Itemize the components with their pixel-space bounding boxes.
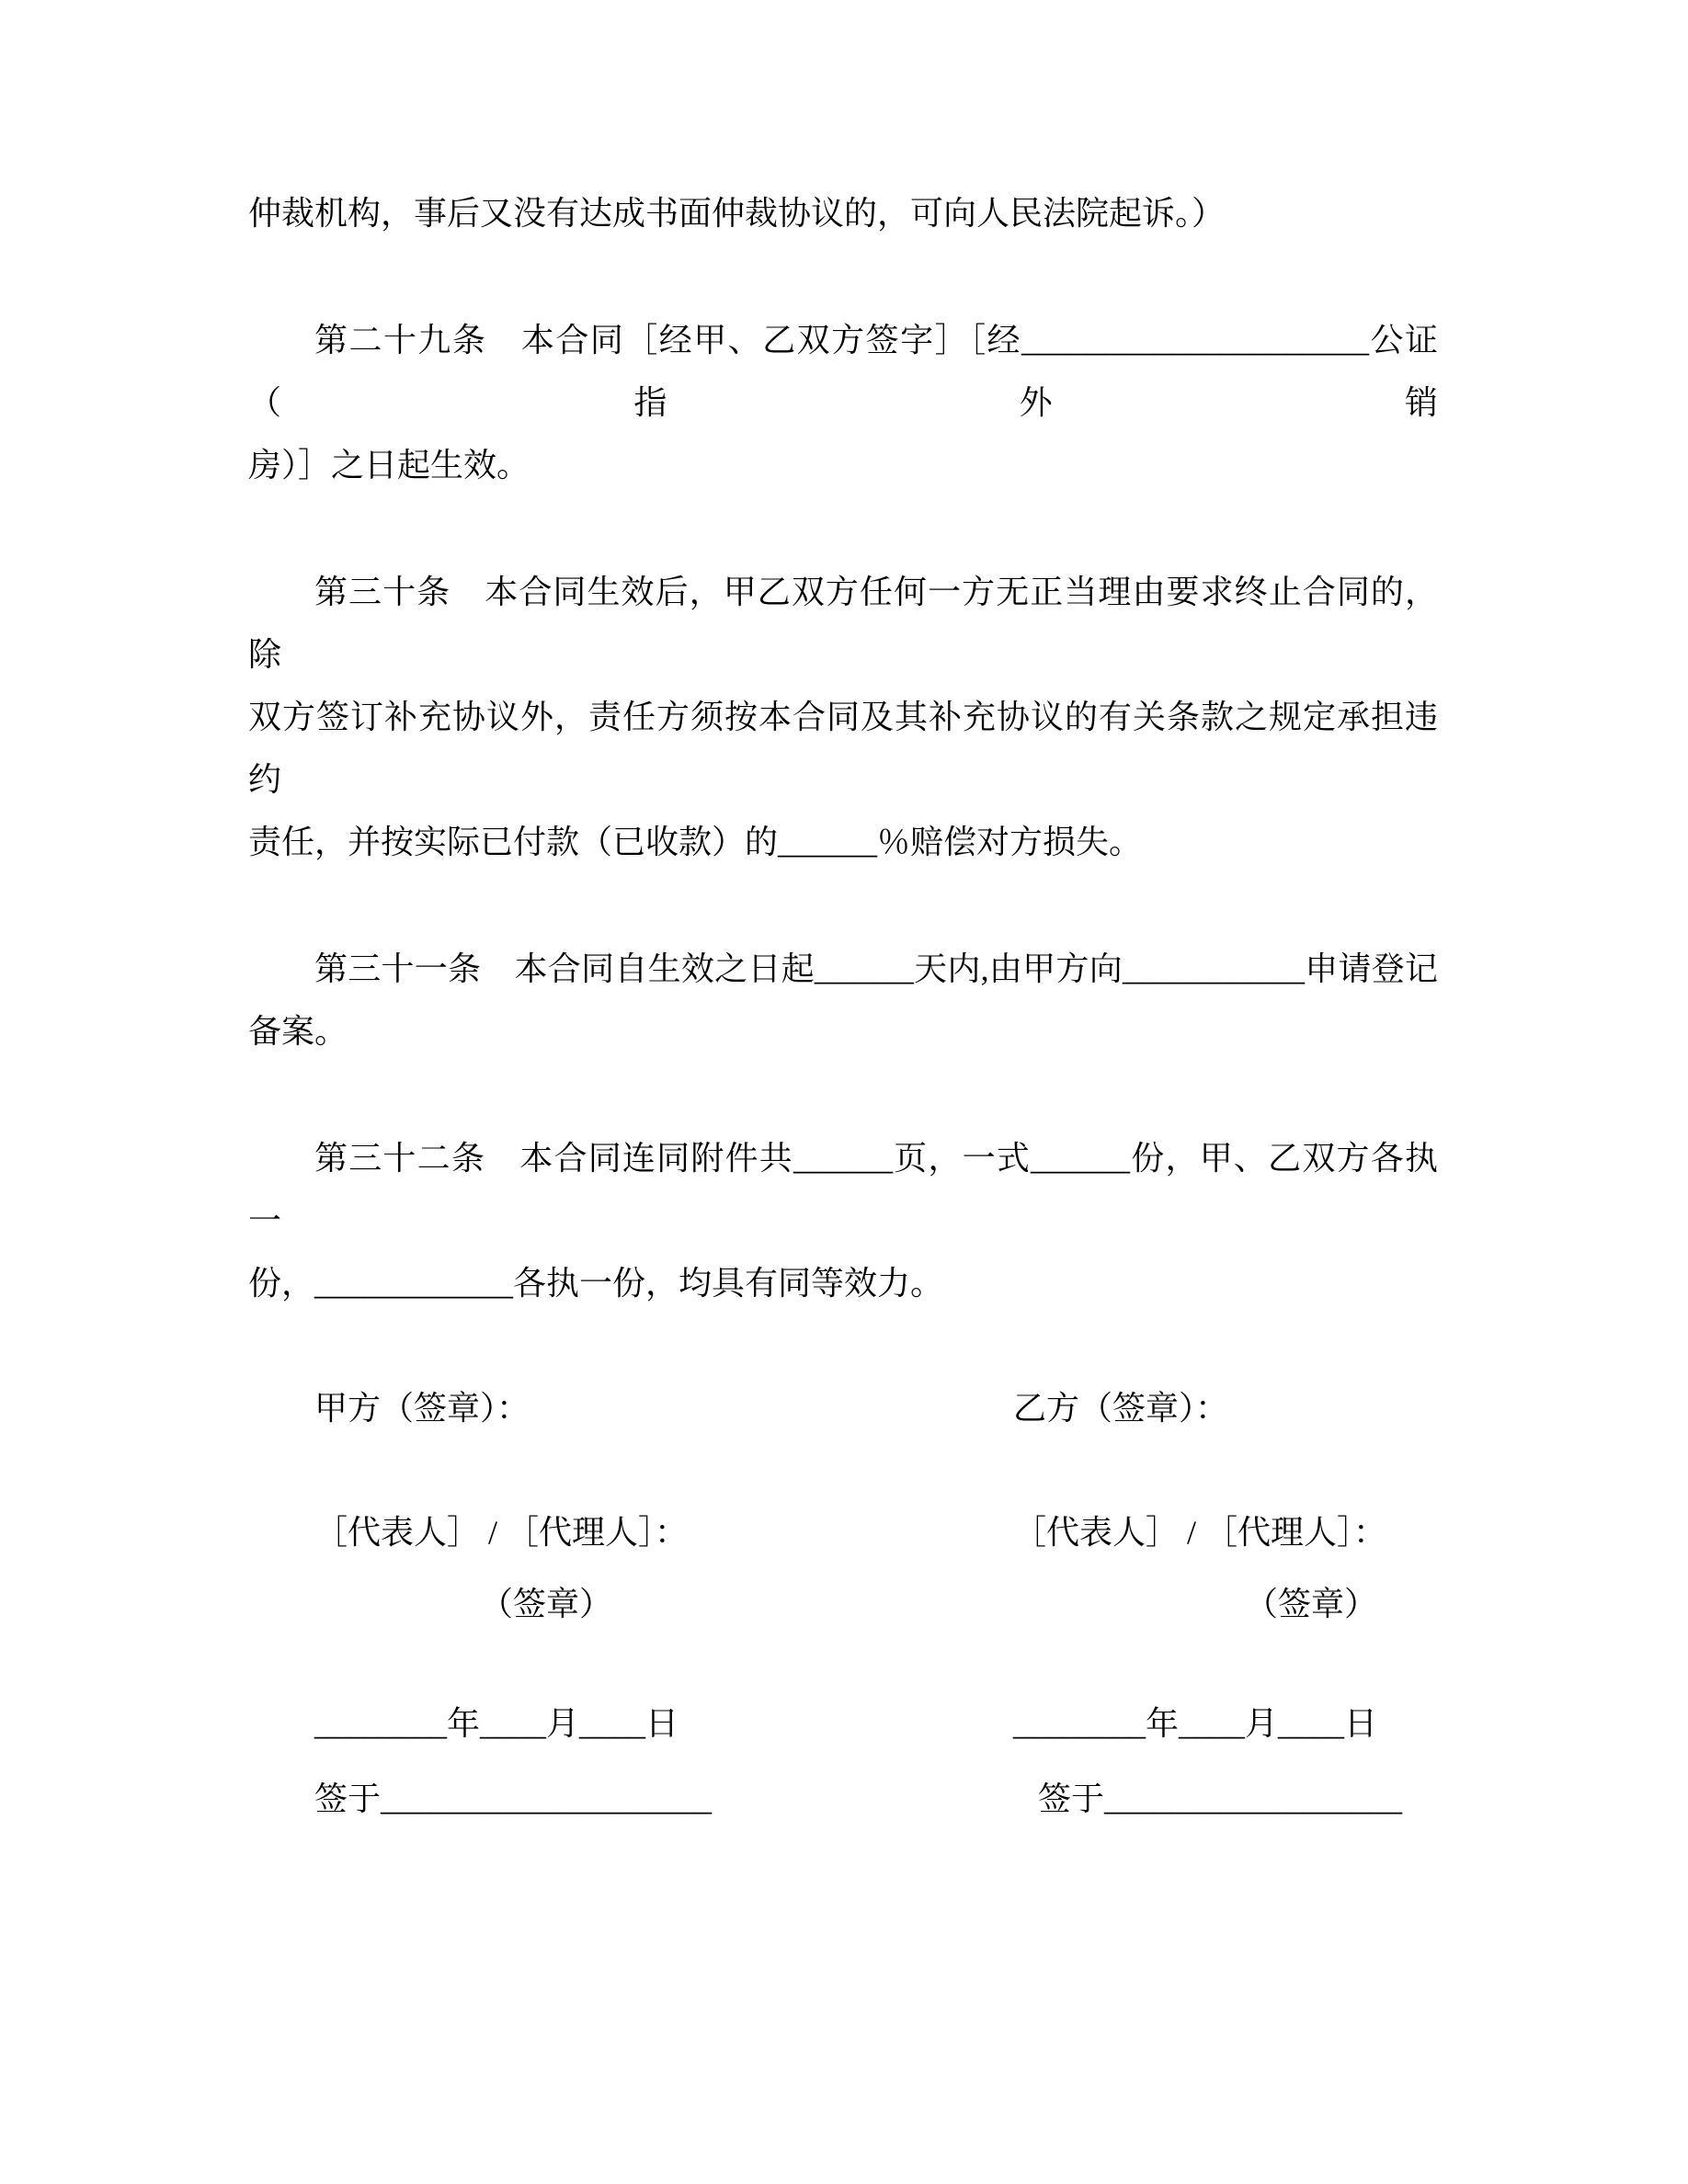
signed-at-blank-b: 签于__________________	[1038, 1780, 1403, 1817]
seal-label-b: （签章）	[1245, 1586, 1378, 1622]
seal-row	[248, 1573, 1438, 1635]
date-row	[248, 1692, 1438, 1755]
representative-row	[248, 1501, 1438, 1564]
representative-agent-label-b: ［代表人］ / ［代理人］：	[1013, 1514, 1387, 1551]
date-blank-line-a: ________年____月____日	[314, 1705, 679, 1742]
article-29-line-2: 房）］之日起生效。	[248, 447, 530, 483]
party-b-seal-label: 乙方（签章）：	[1013, 1390, 1229, 1427]
article-32-line-1: 第三十二条 本合同连同附件共______页，一式______份，甲、乙双方各执一	[248, 1140, 1438, 1239]
article-31-line-1: 第三十一条 本合同自生效之日起______天内,由甲方向___________申请登记	[314, 950, 1438, 987]
party-a-seal-label: 甲方（签章）：	[314, 1390, 530, 1427]
article-29-line-1: 第二十九条 本合同［经甲、乙双方签字］［经_____________________公证（指外销	[248, 322, 1438, 421]
article-30-line-2: 双方签订补充协议外，责任方须按本合同及其补充协议的有关条款之规定承担违约	[248, 699, 1438, 798]
article-32-line-2: 份，____________各执一份，均具有同等效力。	[248, 1265, 944, 1302]
seal-label-a: （签章）	[480, 1586, 613, 1622]
article-30-line-1: 第三十条 本合同生效后，甲乙双方任何一方无正当理由要求终止合同的，除	[248, 574, 1438, 673]
continuation-line: 仲裁机构，事后又没有达成书面仲裁协议的，可向人民法院起诉。）	[248, 195, 1226, 232]
signed-at-row	[248, 1768, 1438, 1830]
representative-agent-label-a: ［代表人］ / ［代理人］：	[314, 1514, 689, 1551]
article-31-line-2: 备案。	[248, 1013, 348, 1050]
signed-at-blank-a: 签于____________________	[314, 1780, 713, 1817]
article-30-line-3: 责任，并按实际已付款（已收款）的______％赔偿对方损失。	[248, 824, 1143, 860]
date-blank-line-b: ________年____月____日	[1013, 1705, 1377, 1742]
signature-header-row	[248, 1377, 1438, 1439]
